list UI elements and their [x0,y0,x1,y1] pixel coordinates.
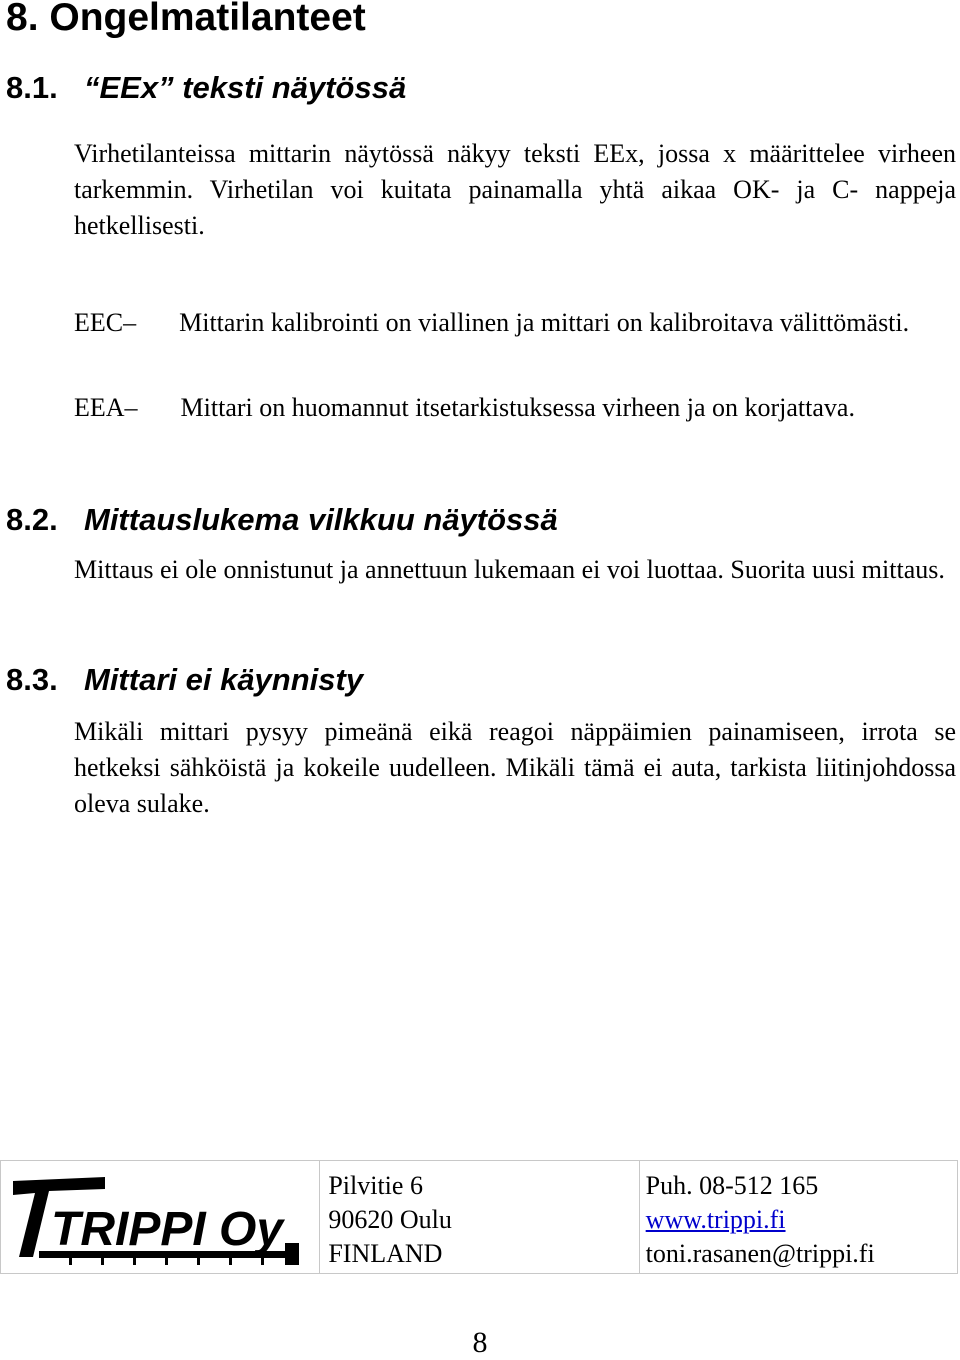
error-code: EEC [74,308,124,337]
error-item-eec [74,305,956,341]
footer-address-cell [320,1161,639,1273]
section-heading-8-1 [6,68,406,108]
chapter-title: 8. Ongelmatilanteet [6,0,366,39]
logo-wordmark: TRIPPI Oy [51,1203,284,1256]
error-code: EEA [74,393,125,422]
section-body-8-3: Mikäli mittari pysyy pimeänä eikä reagoi näppäimien painamiseen, irrota se hetkeksi sähköistä ja kokeile uudelleen. Mikäli tämä ei auta, tarkista liitinjohdossa oleva sulake. [74,717,956,818]
error-description: Mittarin kalibrointi on viallinen ja mittari on kalibroitava välittömästi. [179,308,910,337]
error-dash: – [123,308,137,337]
error-description: Mittari on huomannut itsetarkistuksessa virheen ja on korjattava. [180,393,855,422]
address-country: FINLAND [328,1239,443,1268]
section-number: 8.2. [6,502,58,537]
section-number: 8.3. [6,662,58,697]
address-street: Pilvitie 6 [328,1171,423,1200]
error-item-eea [74,390,956,426]
section-number: 8.1. [6,70,58,105]
footer-logo-cell [1,1161,320,1273]
trippi-logo [9,1173,305,1265]
error-dash: – [124,393,138,422]
section-heading-8-2 [6,500,558,540]
website-link[interactable]: www.trippi.fi [645,1205,786,1234]
contact-phone: Puh. 08-512 165 [645,1171,819,1200]
footer-table [0,1160,958,1274]
section-title: “EEx” teksti näytössä [84,70,407,105]
section-body-8-2: Mittaus ei ole onnistunut ja annettuun lukemaan ei voi luottaa. Suorita uusi mittaus. [74,555,945,584]
address-postal: 90620 Oulu [328,1205,452,1234]
section-heading-8-3 [6,660,363,700]
contact-email: toni.rasanen@trippi.fi [645,1239,875,1268]
section-title: Mittauslukema vilkkuu näytössä [84,502,558,537]
footer-contact-cell [640,1161,957,1273]
section-intro-paragraph: Virhetilanteissa mittarin näytössä näkyy teksti EEx, jossa x määrittelee virheen tarkemmin. Virhetilan voi kuitata painamalla yhtä aikaa OK- ja C- nappeja hetkellisesti. [74,139,956,240]
page-number: 8 [472,1326,488,1359]
section-title: Mittari ei käynnisty [84,662,364,697]
